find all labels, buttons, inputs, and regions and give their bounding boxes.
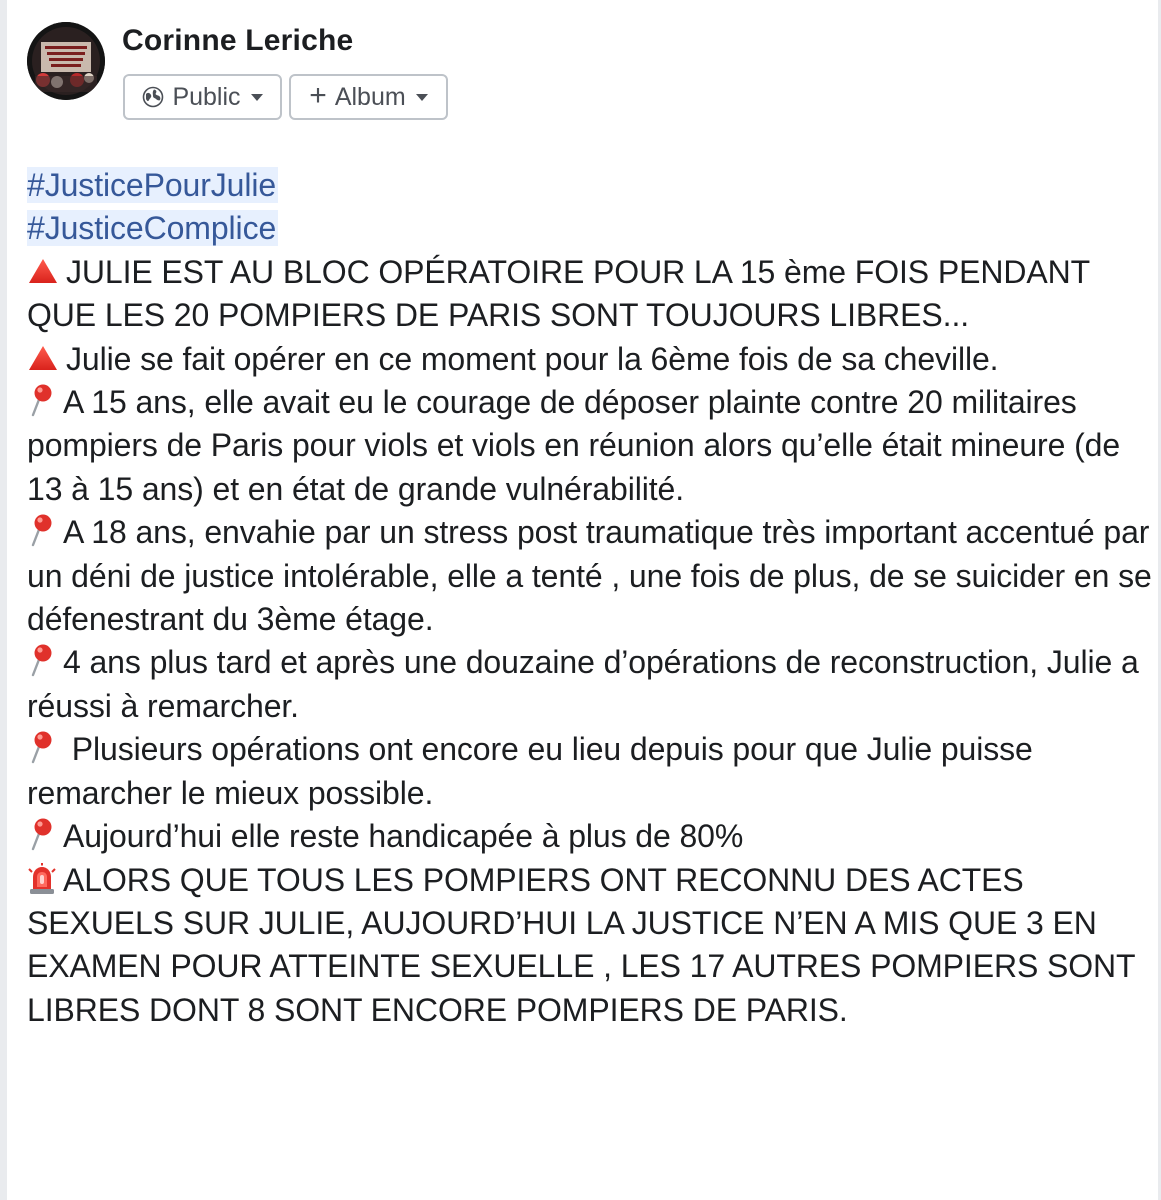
post-paragraph (27, 815, 1153, 858)
post-paragraph (27, 381, 1153, 511)
pushpin-icon (27, 730, 57, 764)
paragraph-text: A 18 ans, envahie par un stress post traumatique très important accentué par un déni de justice intolérable, elle a tenté , une fois de plus, de se suicider en se défenestrant du 3ème étage. (27, 514, 1152, 638)
post-paragraph (27, 859, 1153, 1033)
plus-icon: + (309, 79, 327, 112)
pushpin-icon (27, 643, 57, 677)
privacy-label: Public (172, 82, 241, 111)
hashtag-link[interactable]: #JusticePourJulie (27, 167, 277, 203)
avatar-image (27, 22, 105, 100)
paragraph-text: Julie se fait opérer en ce moment pour la 6ème fois de sa cheville. (66, 340, 999, 377)
privacy-selector-button[interactable] (123, 74, 282, 120)
red-triangle-icon (27, 344, 59, 372)
pushpin-icon (27, 383, 57, 417)
add-album-button[interactable] (289, 74, 448, 120)
author-name[interactable]: Corinne Leriche (122, 24, 354, 57)
red-triangle-icon (27, 257, 59, 285)
paragraph-text: Plusieurs opérations ont encore eu lieu depuis pour que Julie puisse remarcher le mieux possible. (27, 731, 1042, 811)
post-body (27, 164, 1153, 1032)
paragraph-text: 4 ans plus tard et après une douzaine d’opérations de reconstruction, Julie a réussi à remarcher. (27, 644, 1139, 724)
globe-icon (142, 86, 164, 108)
siren-icon (27, 863, 57, 895)
post-paragraph (27, 511, 1153, 641)
chevron-down-icon (416, 94, 428, 101)
pushpin-icon (27, 817, 57, 851)
paragraph-text: A 15 ans, elle avait eu le courage de déposer plainte contre 20 militaires pompiers de Paris pour viols et viols en réunion alors qu’elle était mineure (de 13 à 15 ans) et en état de grande vulnérabilité. (27, 384, 1121, 507)
paragraph-text: ALORS QUE TOUS LES POMPIERS ONT RECONNU DES ACTES SEXUELS SUR JULIE, AUJOURD’HUI LA JUSTICE N’EN A MIS QUE 3 EN EXAMEN POUR ATTEINTE SEXUELLE , LES 17 AUTRES POMPIERS SONT LIBRES DONT 8 SONT ENCORE POMPIERS DE PARIS. (27, 861, 1135, 1028)
avatar[interactable] (27, 22, 105, 100)
pushpin-icon (27, 513, 57, 547)
post-paragraph (27, 641, 1153, 728)
post-paragraph (27, 338, 1153, 381)
album-label: Album (334, 82, 406, 111)
left-edge-divider (0, 0, 7, 1200)
chevron-down-icon (251, 94, 263, 101)
paragraph-text: JULIE EST AU BLOC OPÉRATOIRE POUR LA 15 ème FOIS PENDANT QUE LES 20 POMPIERS DE PARIS SONT TOUJOURS LIBRES... (27, 253, 1090, 334)
hashtag-link[interactable]: #JusticeComplice (27, 210, 277, 247)
post-paragraph (27, 251, 1153, 338)
paragraph-text: Aujourd’hui elle reste handicapée à plus de 80% (63, 818, 744, 855)
post-paragraph (27, 728, 1153, 815)
